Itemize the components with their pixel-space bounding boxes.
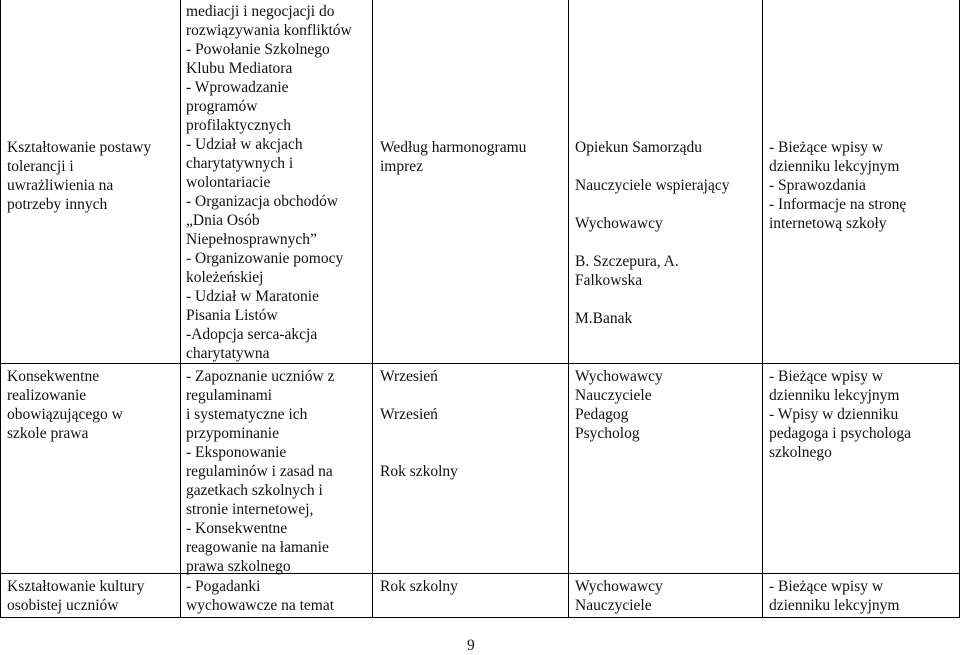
row3-responsible: Wychowawcy Nauczyciele <box>575 578 663 614</box>
column-divider <box>568 0 569 618</box>
row1-term: Według harmonogramu imprez <box>380 139 527 175</box>
row1-evaluation: - Bieżące wpisy w dzienniku lekcyjnym - Sprawozdania - Informacje na stronę internetową szkoły <box>769 139 907 232</box>
row2-responsible: Wychowawcy Nauczyciele Pedagog Psycholog <box>575 368 663 442</box>
row1-responsible: Opiekun Samorządu Nauczyciele wspierający Wychowawcy B. Szczepura, A. Falkowska M.Banak <box>575 139 730 327</box>
row3-term: Rok szkolny <box>380 578 458 595</box>
table-border-left <box>0 0 1 618</box>
table-border-bottom <box>0 617 960 618</box>
column-divider <box>372 0 373 618</box>
column-divider <box>762 0 763 618</box>
row2-term: Wrzesień Wrzesień Rok szkolny <box>380 368 458 480</box>
row2-actions: - Zapoznanie uczniów z regulaminami i systematyczne ich przypominanie - Eksponowanie regulaminów i zasad na gazetkach szkolnych i stronie internetowej, - Konsekwentne reagowanie na łamanie prawa szkolnego <box>186 368 335 575</box>
row2-topic: Konsekwentne realizowanie obowiązującego w szkole prawa <box>7 368 123 442</box>
row1-actions: mediacji i negocjacji do rozwiązywania konfliktów - Powołanie Szkolnego Klubu Mediatora - Wprowadzanie programów profilaktycznych - Udział w akcjach charytatywnych i wolontariacie - Organizacja obchodów „Dnia Osób Niepełnosprawnych” - Organizowanie pomocy koleżeńskiej - Udział w Maratonie Pisania Listów -Adopcja serca-akcja charytatywna <box>186 3 352 362</box>
row2-evaluation: - Bieżące wpisy w dzienniku lekcyjnym - Wpisy w dzienniku pedagoga i psychologa szkolnego <box>769 368 912 461</box>
row3-topic: Kształtowanie kultury osobistej uczniów <box>7 578 145 614</box>
column-divider <box>180 0 181 618</box>
row3-actions: - Pogadanki wychowawcze na temat <box>186 578 335 614</box>
page-number: 9 <box>467 637 475 654</box>
row-divider <box>0 363 960 364</box>
row1-topic: Kształtowanie postawy tolerancji i uwrażliwienia na potrzeby innych <box>7 139 152 213</box>
row-divider <box>0 573 960 574</box>
row3-evaluation: - Bieżące wpisy w dzienniku lekcyjnym <box>769 578 900 614</box>
